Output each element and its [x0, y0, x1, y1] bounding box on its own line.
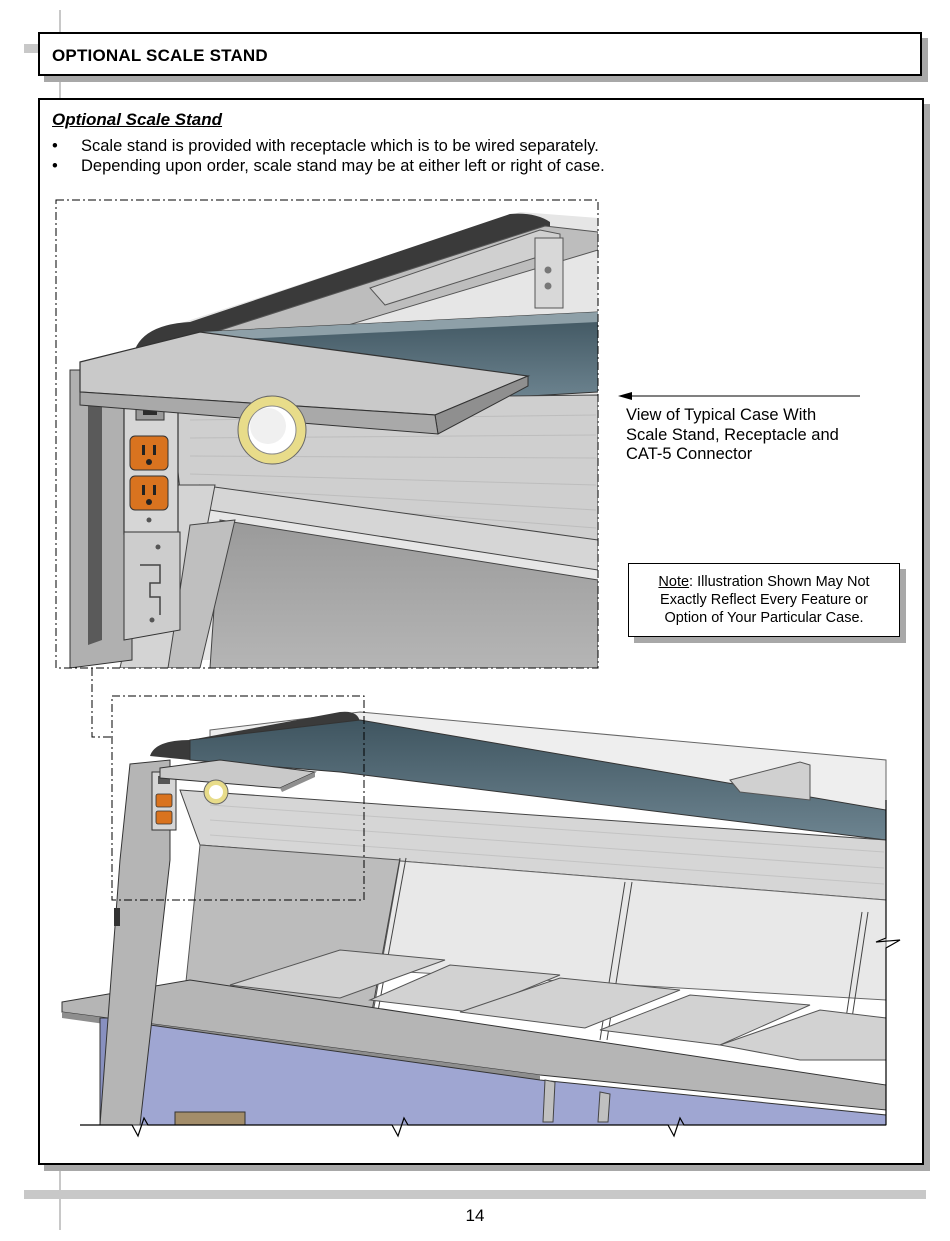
footer-bar — [24, 1190, 926, 1199]
note-box — [628, 563, 900, 637]
callout-arrow-icon — [618, 392, 860, 400]
note-label: Note — [658, 574, 690, 590]
bullet-icon: • — [52, 157, 58, 175]
page-title: OPTIONAL SCALE STAND — [52, 46, 268, 65]
bullet-text: Scale stand is provided with receptacle which is to be wired separately. — [81, 137, 599, 155]
detail-view — [56, 200, 598, 668]
bullet-text: Depending upon order, scale stand may be at either left or right of case. — [81, 157, 605, 175]
note-line — [629, 573, 899, 591]
note-line: Exactly Reflect Every Feature or — [660, 592, 868, 608]
note-line: Option of Your Particular Case. — [664, 610, 864, 626]
callout-line: CAT-5 Connector — [626, 445, 753, 463]
callout-line: View of Typical Case With — [626, 406, 817, 424]
bullet-icon: • — [52, 137, 58, 155]
section-heading: Optional Scale Stand — [52, 110, 223, 129]
page-number: 14 — [465, 1206, 485, 1225]
note-line-rest: : Illustration Shown May Not — [689, 574, 870, 590]
overall-view — [62, 696, 900, 1136]
callout-text — [626, 406, 886, 465]
content-box — [38, 98, 924, 1165]
page-title-box — [38, 32, 922, 76]
callout-line: Scale Stand, Receptacle and — [626, 425, 839, 444]
